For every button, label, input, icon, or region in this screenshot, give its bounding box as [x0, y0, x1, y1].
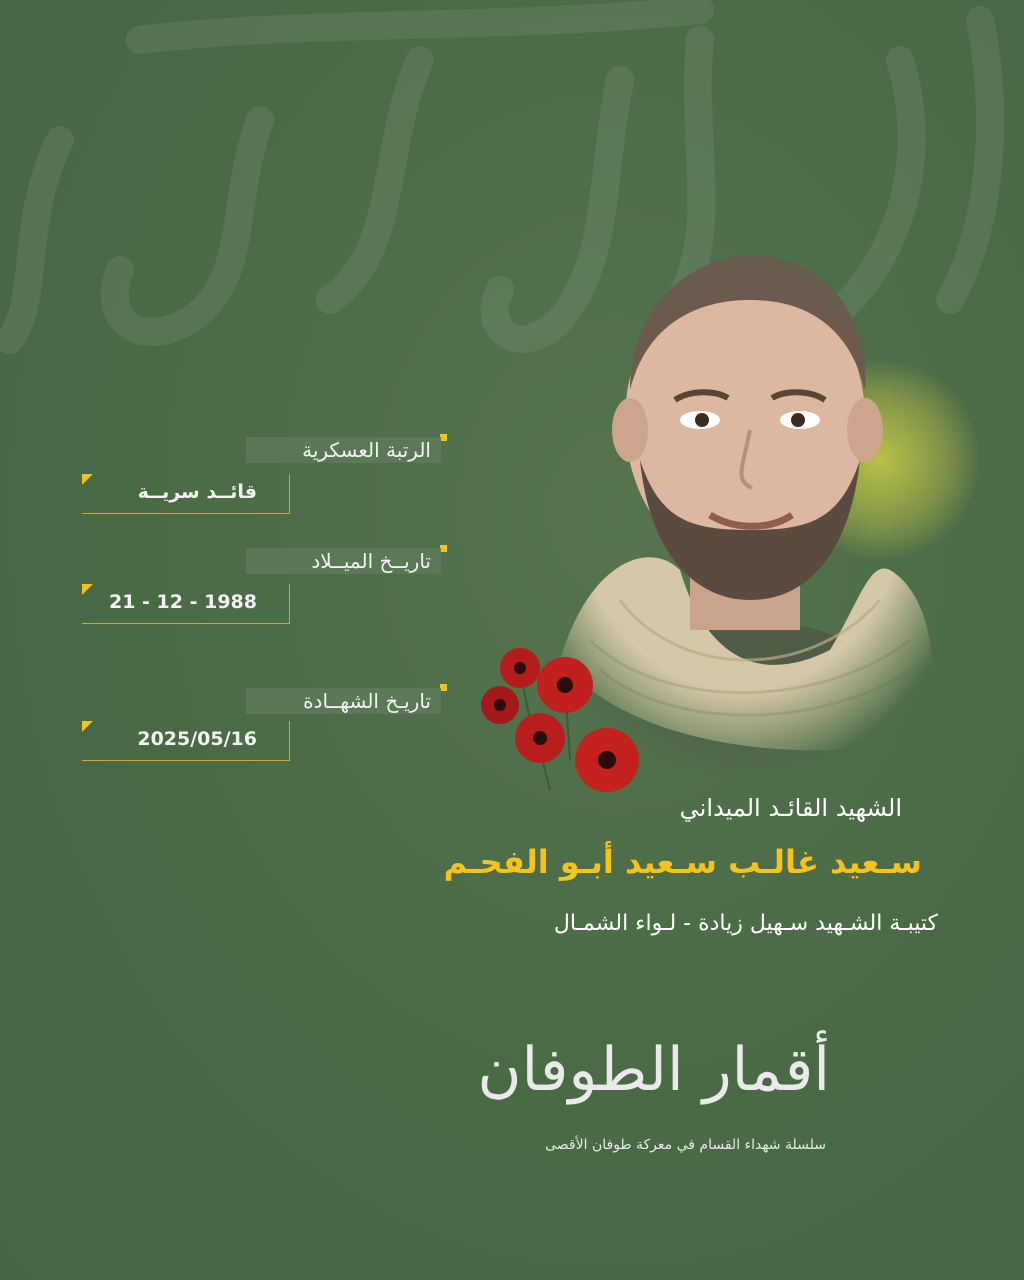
birth-label: تاريــخ الميــلاد [246, 548, 441, 574]
martyrdom-value-box [82, 721, 290, 761]
corner-marker [82, 584, 93, 595]
martyr-name: سـعيد غالـب سـعيد أبـو الفحـم [443, 843, 922, 881]
rank-label: الرتبة العسكرية [246, 437, 441, 463]
birth-bullet [440, 545, 447, 552]
series-logo [477, 1015, 840, 1165]
rank-value-box [82, 474, 290, 514]
birth-value: 21 - 12 - 1988 [109, 591, 257, 613]
corner-marker [82, 721, 93, 732]
martyr-title: الشهيد القائـد الميداني [679, 794, 902, 822]
rank-value: قائــد سريــة [137, 481, 257, 503]
logo-title: أقمار الطوفان [477, 1035, 830, 1105]
logo-subtitle: سلسلة شهداء القسام في معركة طوفان الأقصى [545, 1137, 826, 1153]
poppy-flowers [470, 640, 650, 800]
martyrdom-bullet [440, 684, 447, 691]
martyrdom-value: 2025/05/16 [137, 728, 257, 750]
rank-bullet [440, 434, 447, 441]
corner-marker [82, 474, 93, 485]
birth-value-box [82, 584, 290, 624]
unit-affiliation: كتيبـة الشـهيد سـهيل زيادة - لـواء الشمـال [553, 911, 938, 936]
martyrdom-label: تاريـخ الشهــادة [246, 688, 441, 714]
